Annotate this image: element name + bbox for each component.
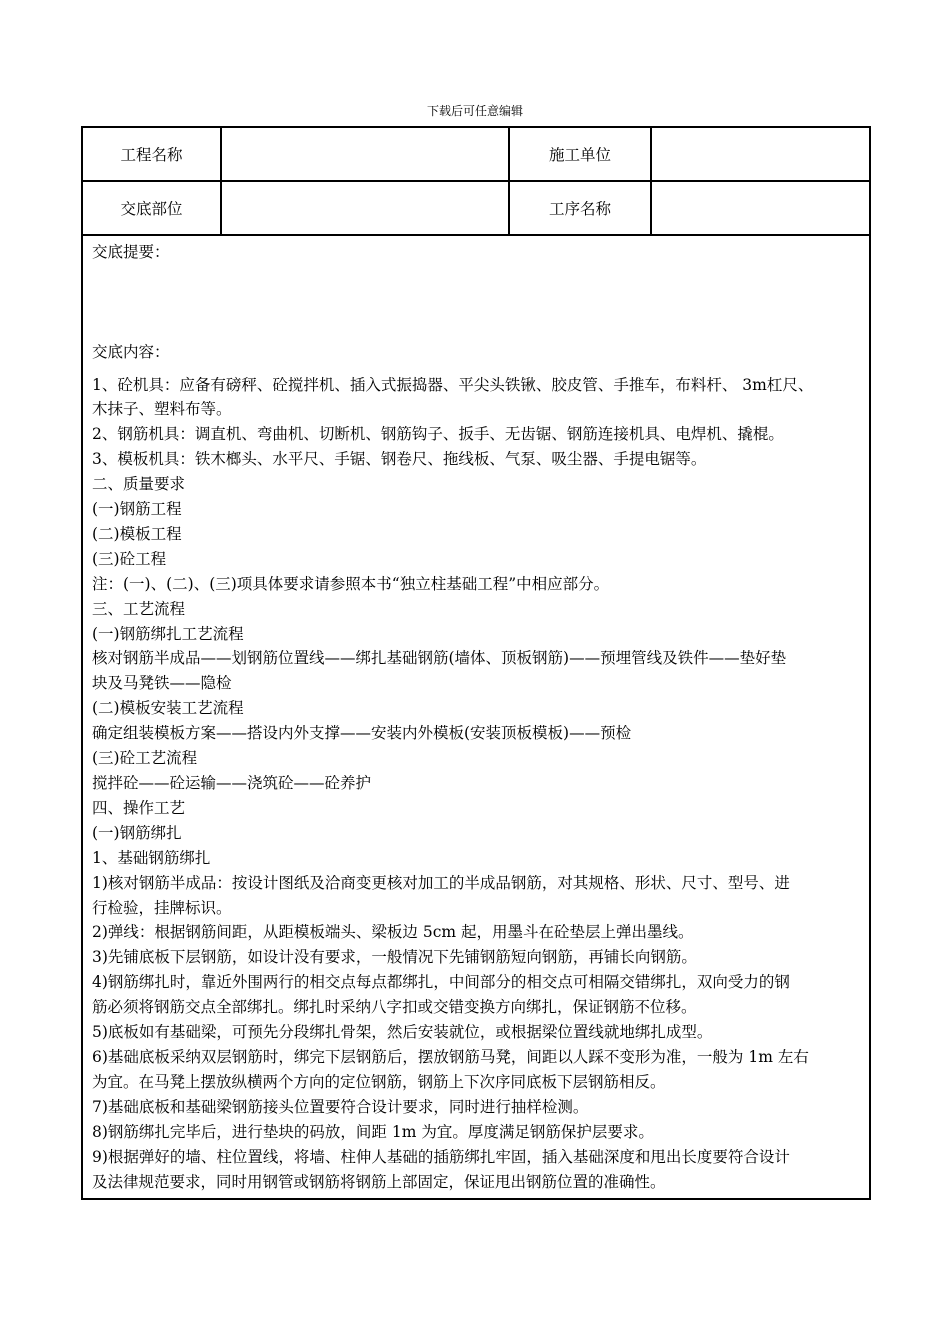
content-line: 三、工艺流程 [92,599,186,618]
content-label: 交底内容： [92,342,170,361]
content-line: 块及马凳铁——隐检 [92,674,232,693]
content-line: 2、钢筋机具：调直机、弯曲机、切断机、钢筋钩子、扳手、无齿锯、钢筋连接机具、电焊机、撬棍。 [92,425,784,444]
content-line: 2)弹线：根据钢筋间距，从距模板端头、梁板边 5cm 起，用墨斗在砼垫层上弹出墨线。 [92,923,694,942]
table-row-content [82,235,870,1199]
content-line: (一)钢筋工程 [92,500,182,519]
process-name-label: 工序名称 [509,181,651,235]
content-line: 为宜。在马凳上摆放纵横两个方向的定位钢筋，钢筋上下次序同底板下层钢筋相反。 [92,1072,666,1091]
content-line: 1、砼机具：应备有磅秤、砼搅拌机、插入式振捣器、平尖头铁锹、胶皮管、手推车，布料杆、 3m杠尺、 [92,375,814,394]
content-line: 3)先铺底板下层钢筋，如设计没有要求，一般情况下先铺钢筋短向钢筋，再铺长向钢筋。 [92,948,697,967]
content-line: 6)基础底板采纳双层钢筋时，绑完下层钢筋后，摆放钢筋马凳，间距以人踩不变形为准，一般为 1m 左右 [92,1047,809,1066]
content-line: 4)钢筋绑扎时，靠近外围两行的相交点每点都绑扎，中间部分的相交点可相隔交错绑扎，双向受力的钢 [92,973,790,992]
project-name-label: 工程名称 [82,127,221,181]
table-row-location [82,181,870,235]
content-line: (二)模板安装工艺流程 [92,699,244,718]
content-line: 木抹子、塑料布等。 [92,400,232,419]
content-line: 筋必须将钢筋交点全部绑扎。绑扎时采纳八字扣或交错变换方向绑扎，保证钢筋不位移。 [92,998,697,1017]
content-line: 二、质量要求 [92,475,186,494]
content-line: 搅拌砼——砼运输——浇筑砼——砼养护 [92,774,372,792]
disclosure-location-value[interactable] [221,181,509,235]
construction-unit-value[interactable] [651,127,870,181]
content-line: (一)钢筋绑扎工艺流程 [92,624,244,643]
content-line: (三)砼工艺流程 [92,749,198,768]
content-line: 1)核对钢筋半成品：按设计图纸及洽商变更核对加工的半成品钢筋，对其规格、形状、尺寸、型号、进 [92,873,790,892]
content-line: (二)模板工程 [92,524,182,543]
summary-blank-area [92,265,861,340]
content-line: 3、模板机具：铁木榔头、水平尺、手锯、钢卷尺、拖线板、气泵、吸尘器、手提电锯等。 [92,450,707,469]
process-name-value[interactable] [651,181,870,235]
content-line: 四、操作工艺 [92,798,186,817]
content-line: 确定组装模板方案——搭设内外支撑——安装内外模板(安装顶板模板)——预检 [92,724,632,743]
summary-label: 交底提要： [92,243,170,261]
content-lines [92,373,861,1195]
content-line: 7)基础底板和基础梁钢筋接头位置要符合设计要求，同时进行抽样检测。 [92,1097,589,1116]
table-row-project [82,127,870,181]
content-line: 5)底板如有基础梁，可预先分段绑扎骨架，然后安装就位，或根据梁位置线就地绑扎成型。 [92,1023,713,1042]
header-note: 下载后可任意编辑 [426,104,523,118]
content-line: 8)钢筋绑扎完毕后，进行垫块的码放，间距 1m 为宜。厚度满足钢筋保护层要求。 [92,1122,654,1141]
content-gap [92,365,861,373]
content-line: 9)根据弹好的墙、柱位置线，将墙、柱伸人基础的插筋绑扎牢固，插入基础深度和甩出长度要符合设计 [92,1147,790,1166]
content-line: 及法律规范要求，同时用钢管或钢筋将钢筋上部固定，保证甩出钢筋位置的准确性。 [92,1172,666,1191]
content-line: 行检验，挂牌标识。 [92,898,232,917]
project-name-value[interactable] [221,127,509,181]
content-line: (三)砼工程 [92,549,167,568]
content-line: 1、基础钢筋绑扎 [92,848,211,867]
content-line: 核对钢筋半成品——划钢筋位置线——绑扎基础钢筋(墙体、顶板钢筋)——预埋管线及铁件——垫好垫 [92,649,787,668]
disclosure-location-label: 交底部位 [82,181,221,235]
disclosure-form-table [81,126,871,1200]
content-line: 注：(一)、(二)、(三)项具体要求请参照本书“独立柱基础工程”中相应部分。 [92,574,610,593]
construction-unit-label: 施工单位 [509,127,651,181]
content-line: (一)钢筋绑扎 [92,823,182,842]
disclosure-content-cell [82,235,870,1199]
